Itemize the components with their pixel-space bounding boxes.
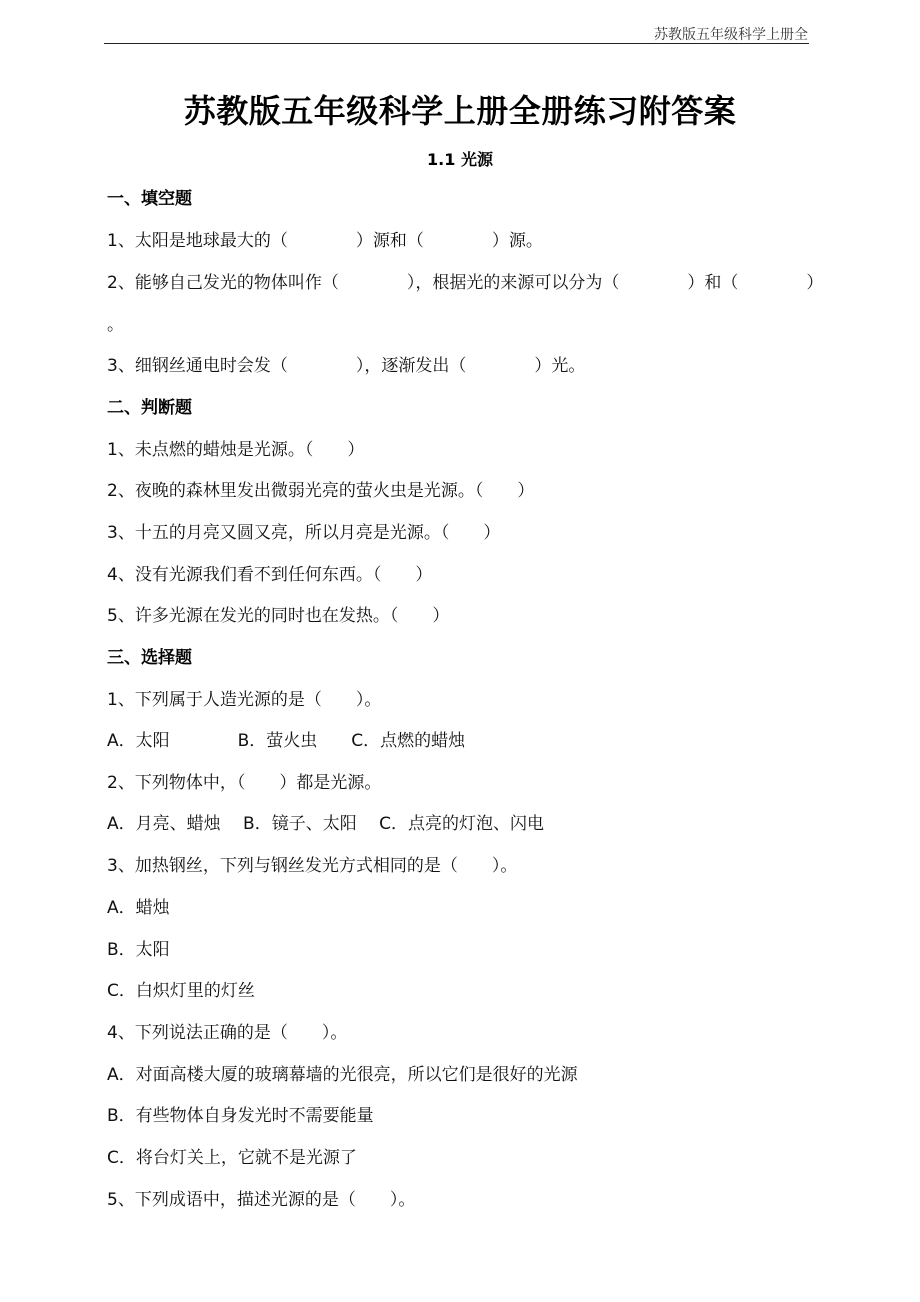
document-title: 苏教版五年级科学上册全册练习附答案	[183, 92, 737, 130]
answer-option: C．白炽灯里的灯丝	[107, 981, 255, 1001]
answer-option: B．有些物体自身发光时不需要能量	[107, 1106, 374, 1126]
question-item: 5、下列成语中，描述光源的是（ ）。	[107, 1190, 416, 1210]
section-heading-multiple-choice: 三、选择题	[107, 648, 192, 668]
running-header: 苏教版五年级科学上册全	[654, 27, 808, 43]
question-item: 4、下列说法正确的是（ ）。	[107, 1023, 348, 1043]
question-item: 1、下列属于人造光源的是（ ）。	[107, 690, 382, 710]
question-item: 2、夜晚的森林里发出微弱光亮的萤火虫是光源。（ ）	[107, 481, 535, 501]
section-heading-true-false: 二、判断题	[107, 398, 192, 418]
question-item: 2、能够自己发光的物体叫作（ ），根据光的来源可以分为（ ）和（ ）	[107, 273, 824, 293]
answer-options: A．太阳 B．萤火虫 C．点燃的蜡烛	[107, 731, 466, 751]
answer-option: C．将台灯关上，它就不是光源了	[107, 1148, 357, 1168]
question-item: 5、许多光源在发光的同时也在发热。（ ）	[107, 606, 450, 626]
answer-option: A．蜡烛	[107, 898, 170, 918]
question-continuation: 。	[107, 315, 124, 335]
question-item: 1、太阳是地球最大的（ ）源和（ ）源。	[107, 231, 543, 251]
answer-option: B．太阳	[107, 940, 170, 960]
answer-options: A．月亮、蜡烛 B．镜子、太阳 C．点亮的灯泡、闪电	[107, 814, 544, 834]
question-item: 4、没有光源我们看不到任何东西。（ ）	[107, 565, 433, 585]
question-item: 2、下列物体中，（ ）都是光源。	[107, 773, 382, 793]
section-heading-fill-blank: 一、填空题	[107, 189, 192, 209]
question-item: 3、加热钢丝，下列与钢丝发光方式相同的是（ ）。	[107, 856, 518, 876]
question-item: 3、十五的月亮又圆又亮，所以月亮是光源。（ ）	[107, 523, 501, 543]
question-item: 3、细钢丝通电时会发（ ），逐渐发出（ ）光。	[107, 356, 586, 376]
header-divider	[104, 43, 809, 44]
lesson-title: 1.1 光源	[427, 150, 493, 169]
question-item: 1、未点燃的蜡烛是光源。（ ）	[107, 440, 365, 460]
answer-option: A．对面高楼大厦的玻璃幕墙的光很亮，所以它们是很好的光源	[107, 1065, 578, 1085]
